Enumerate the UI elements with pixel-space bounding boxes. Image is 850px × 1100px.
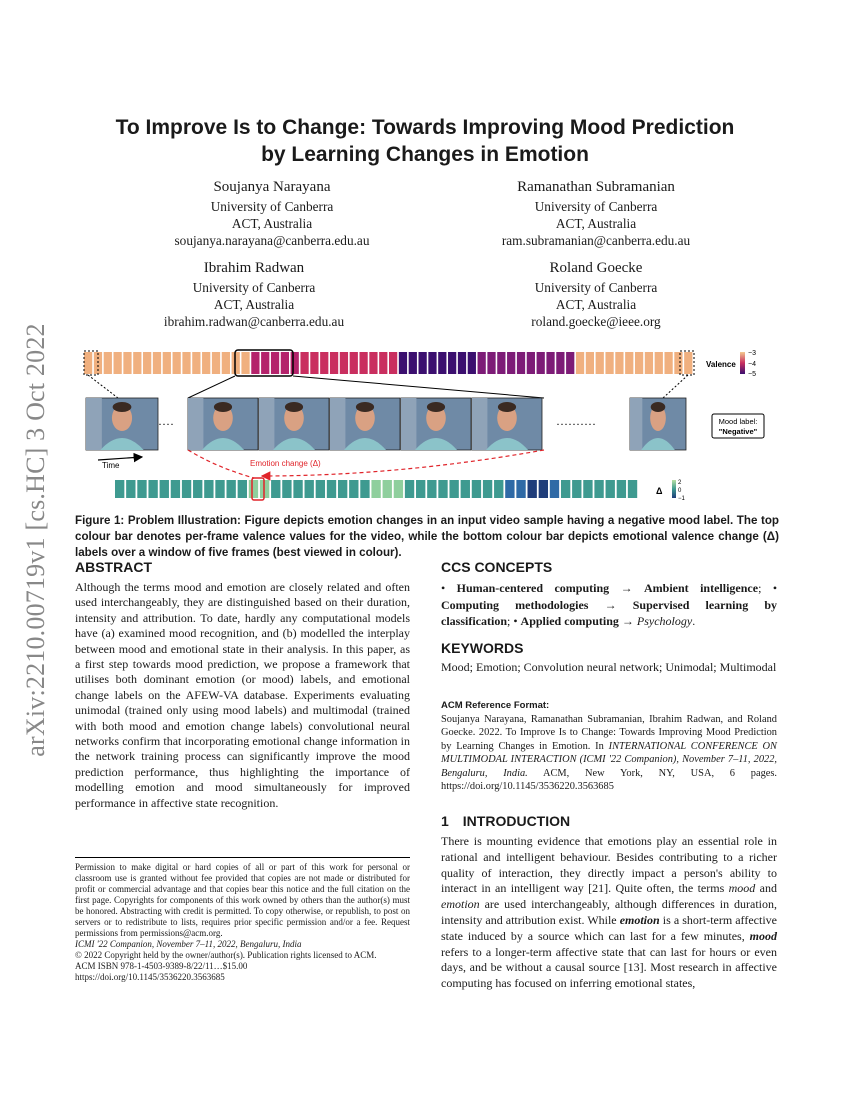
valence-cell bbox=[645, 352, 653, 374]
change-cell bbox=[561, 480, 570, 498]
video-frame bbox=[630, 398, 686, 450]
change-cell bbox=[539, 480, 548, 498]
arxiv-identifier: arXiv:2210.00719v1 [cs.HC] 3 Oct 2022 bbox=[21, 323, 50, 757]
delta-legend bbox=[656, 480, 686, 502]
change-cell bbox=[449, 480, 458, 498]
valence-cell bbox=[556, 352, 564, 374]
svg-text:2: 2 bbox=[678, 480, 682, 486]
video-frame bbox=[86, 398, 158, 450]
valence-cell bbox=[222, 352, 230, 374]
valence-cell bbox=[517, 352, 525, 374]
change-cell bbox=[171, 480, 180, 498]
video-frame bbox=[472, 398, 542, 450]
abstract-text: Although the terms mood and emotion are closely related and often used interchangeably, they are distinguished based on their duration, intensity and attribution. To date, hardly any computational models have (a) examined mood recognition, and (b) modelled the interplay between mood and emotional state in their analysis. In this paper, as a first step towards mood prediction, we propose a framework that utilises both dominant emotion (or mood) labels, and emotional change labels on the AFEW-VA database. Experiments evaluating unimodal (trained only using mood labels) and multimodal (trained with both mood and emotion change labels) convolutional neural networks confirm that incorporating emotional change information in the network training process can significantly improve the mood prediction performance, thus highlighting the importance of modelling emotion and mood simultaneously for improved performance in affective state recognition. bbox=[75, 580, 410, 810]
valence-cell bbox=[438, 352, 446, 374]
author-name: Roland Goecke bbox=[549, 260, 643, 276]
footnote-copyright: © 2022 Copyright held by the owner/author(s). Publication rights licensed to ACM. bbox=[75, 950, 377, 960]
valence-cell bbox=[123, 352, 131, 374]
valence-cell bbox=[182, 352, 190, 374]
problem-illustration-figure bbox=[78, 342, 778, 508]
valence-cell bbox=[84, 352, 92, 374]
author-email: ibrahim.radwan@canberra.edu.au bbox=[163, 314, 345, 329]
change-cell bbox=[383, 480, 392, 498]
valence-cell bbox=[527, 352, 535, 374]
valence-cell bbox=[507, 352, 515, 374]
change-cell bbox=[394, 480, 403, 498]
keywords-text: Mood; Emotion; Convolution neural network; Unimodal; Multimodal bbox=[441, 660, 777, 674]
valence-cell bbox=[163, 352, 171, 374]
video-frame bbox=[259, 398, 329, 450]
svg-text:Mood label:: Mood label: bbox=[718, 417, 758, 426]
valence-cell bbox=[192, 352, 200, 374]
time-arrow bbox=[98, 457, 142, 470]
change-cell bbox=[516, 480, 525, 498]
valence-cell bbox=[330, 352, 338, 374]
valence-cell bbox=[251, 352, 259, 374]
valence-cell bbox=[261, 352, 269, 374]
valence-cell bbox=[369, 352, 377, 374]
svg-text:0: 0 bbox=[678, 488, 682, 494]
author-location: ACT, Australia bbox=[555, 216, 637, 231]
author-block-1 bbox=[107, 176, 437, 249]
valence-cell bbox=[674, 352, 682, 374]
change-cell bbox=[438, 480, 447, 498]
author-block-2 bbox=[431, 176, 761, 249]
emotion-change-annotation bbox=[188, 450, 544, 478]
valence-cell bbox=[576, 352, 584, 374]
valence-cell bbox=[291, 352, 299, 374]
valence-cell bbox=[114, 352, 122, 374]
change-cell bbox=[483, 480, 492, 498]
author-location: ACT, Australia bbox=[555, 297, 637, 312]
svg-text:"Negative": "Negative" bbox=[718, 427, 758, 436]
author-block-4 bbox=[431, 257, 761, 330]
video-frame bbox=[188, 398, 258, 450]
title-line-1: To Improve Is to Change: Towards Improving Mood Prediction bbox=[115, 116, 735, 139]
change-cell bbox=[115, 480, 124, 498]
author-affiliation: University of Canberra bbox=[534, 280, 658, 295]
author-email: ram.subramanian@canberra.edu.au bbox=[501, 233, 691, 248]
figure-caption: Figure 1: Problem Illustration: Figure depicts emotion changes in an input video sample having a negative mood label. The top colour bar denotes per-frame valence values for the video, while the bottom colour bar depicts emotional valence change (Δ) labels over a window of five frames (best viewed in colour). bbox=[75, 514, 779, 559]
valence-cell bbox=[409, 352, 417, 374]
valence-cell bbox=[212, 352, 220, 374]
change-cell bbox=[215, 480, 224, 498]
change-cell bbox=[461, 480, 470, 498]
introduction-text: There is mounting evidence that emotions play an essential role in rational and intelligent behaviour. Besides contributing to a richer quality of interaction, they directly impact a person's ability to interact in an intelligent way [21]. Quite often, the terms mood and emotion are used interchangeably, although differences in duration, intensity and attribution exist. While emotion is a short-term affective state induced by a source which can last for a few minutes, mood refers to a longer-term affective state that can last for hours or even days, and be without a causal source [13]. Most research in affective computing has focused on inferring emotional states, bbox=[441, 834, 777, 991]
footnote-venue: ICMI '22 Companion, November 7–11, 2022, Bengaluru, India bbox=[75, 939, 302, 949]
change-cell bbox=[606, 480, 615, 498]
valence-cell bbox=[586, 352, 594, 374]
change-cell bbox=[327, 480, 336, 498]
valence-tick: −3 bbox=[748, 350, 756, 357]
valence-cell bbox=[458, 352, 466, 374]
video-frames bbox=[86, 398, 686, 450]
change-cell bbox=[305, 480, 314, 498]
change-cell bbox=[282, 480, 291, 498]
video-frame bbox=[401, 398, 471, 450]
ccs-concepts: • Human-centered computing → Ambient intelligence; • Computing methodologies → Supervised learning by classification; • Applied computing → Psychology. bbox=[441, 581, 778, 628]
change-cell bbox=[617, 480, 626, 498]
author-location: ACT, Australia bbox=[213, 297, 295, 312]
valence-cell bbox=[202, 352, 210, 374]
change-cell bbox=[427, 480, 436, 498]
author-email: roland.goecke@ieee.org bbox=[531, 314, 661, 329]
change-cell bbox=[550, 480, 559, 498]
change-cell bbox=[628, 480, 637, 498]
mood-label-box bbox=[712, 414, 764, 438]
valence-cell bbox=[684, 352, 692, 374]
valence-legend bbox=[706, 350, 756, 378]
author-affiliation: University of Canberra bbox=[192, 280, 316, 295]
paper-title bbox=[70, 114, 780, 168]
change-cell bbox=[226, 480, 235, 498]
change-cell bbox=[349, 480, 358, 498]
footnote-doi: https://doi.org/10.1145/3536220.3563685 bbox=[75, 972, 225, 982]
valence-cell bbox=[468, 352, 476, 374]
change-cell bbox=[238, 480, 247, 498]
change-cell bbox=[160, 480, 169, 498]
change-cell bbox=[371, 480, 380, 498]
change-cell bbox=[583, 480, 592, 498]
footnote bbox=[75, 857, 410, 983]
valence-cell bbox=[478, 352, 486, 374]
svg-text:Emotion change (Δ): Emotion change (Δ) bbox=[250, 459, 321, 468]
valence-cell bbox=[546, 352, 554, 374]
valence-cell bbox=[173, 352, 181, 374]
svg-text:Δ: Δ bbox=[656, 486, 663, 496]
change-cell bbox=[271, 480, 280, 498]
valence-cell bbox=[300, 352, 308, 374]
valence-label: Valence bbox=[706, 360, 736, 369]
video-frame bbox=[330, 398, 400, 450]
change-cell bbox=[293, 480, 302, 498]
valence-cell bbox=[399, 352, 407, 374]
title-line-2: by Learning Changes in Emotion bbox=[261, 143, 589, 166]
author-block-3 bbox=[89, 257, 419, 330]
author-affiliation: University of Canberra bbox=[210, 199, 334, 214]
valence-cell bbox=[310, 352, 318, 374]
valence-tick: −4 bbox=[748, 361, 756, 368]
change-cell bbox=[472, 480, 481, 498]
frame-dots-long: ·········· bbox=[556, 417, 596, 431]
valence-cell bbox=[340, 352, 348, 374]
valence-cell bbox=[153, 352, 161, 374]
valence-cell bbox=[615, 352, 623, 374]
change-cell bbox=[316, 480, 325, 498]
change-cell bbox=[137, 480, 146, 498]
valence-cell bbox=[281, 352, 289, 374]
ccs-heading: CCS CONCEPTS bbox=[441, 559, 553, 575]
author-name: Ramanathan Subramanian bbox=[517, 179, 675, 195]
valence-cell bbox=[487, 352, 495, 374]
change-cell bbox=[360, 480, 369, 498]
valence-cell bbox=[566, 352, 574, 374]
change-cell bbox=[204, 480, 213, 498]
valence-cell bbox=[320, 352, 328, 374]
svg-text:Time: Time bbox=[102, 461, 120, 470]
change-cell bbox=[338, 480, 347, 498]
change-cell bbox=[182, 480, 191, 498]
change-cell bbox=[572, 480, 581, 498]
change-cell bbox=[494, 480, 503, 498]
valence-cell bbox=[104, 352, 112, 374]
valence-cell bbox=[389, 352, 397, 374]
change-cell bbox=[193, 480, 202, 498]
reference-format: Soujanya Narayana, Ramanathan Subramanian, Ibrahim Radwan, and Roland Goecke. 2022. To Improve Is to Change: Towards Improving Mood Prediction by Learning Changes in Emotion. In INTERNATIONAL CONFERENCE ON MULTIMODAL INTERACTION (ICMI '22 Companion), November 7–11, 2022, Bengaluru, India. ACM, New York, NY, USA, 6 pages. https://doi.org/10.1145/3536220.3563685 bbox=[441, 714, 778, 793]
footnote-isbn: ACM ISBN 978-1-4503-9389-8/22/11…$15.00 bbox=[75, 961, 248, 971]
valence-cell bbox=[448, 352, 456, 374]
abstract-heading: ABSTRACT bbox=[75, 559, 152, 575]
valence-tick: −5 bbox=[748, 371, 756, 378]
author-email: soujanya.narayana@canberra.edu.au bbox=[174, 233, 370, 248]
svg-text:−1: −1 bbox=[678, 496, 685, 502]
change-cell bbox=[148, 480, 157, 498]
valence-cell bbox=[133, 352, 141, 374]
valence-cell bbox=[379, 352, 387, 374]
valence-cell bbox=[350, 352, 358, 374]
valence-cell bbox=[605, 352, 613, 374]
valence-cell bbox=[664, 352, 672, 374]
author-location: ACT, Australia bbox=[231, 216, 313, 231]
change-cell bbox=[249, 480, 258, 498]
valence-colour-bar bbox=[84, 352, 692, 374]
introduction-heading: 1 INTRODUCTION bbox=[441, 813, 571, 829]
author-name: Soujanya Narayana bbox=[213, 179, 331, 195]
valence-cell bbox=[359, 352, 367, 374]
valence-cell bbox=[143, 352, 151, 374]
valence-cell bbox=[428, 352, 436, 374]
author-name: Ibrahim Radwan bbox=[203, 260, 305, 276]
change-cell bbox=[528, 480, 537, 498]
valence-cell bbox=[497, 352, 505, 374]
valence-cell bbox=[537, 352, 545, 374]
valence-cell bbox=[655, 352, 663, 374]
emotion-change-colour-bar bbox=[115, 480, 637, 498]
reference-heading: ACM Reference Format: bbox=[441, 700, 550, 711]
change-cell bbox=[416, 480, 425, 498]
permission-notice: Permission to make digital or hard copies of all or part of this work for personal or classroom use is granted without fee provided that copies are not made or distributed for profit or commercial advantage and that copies bear this notice and the full citation on the first page. Copyrights for components of this work owned by others than the author(s) must be honored. Abstracting with credit is permitted. To copy otherwise, or republish, to post on servers or to redistribute to lists, requires prior specific permission and/or a fee. Request permissions from permissions@acm.org. bbox=[75, 862, 410, 938]
valence-cell bbox=[635, 352, 643, 374]
change-cell bbox=[594, 480, 603, 498]
valence-cell bbox=[419, 352, 427, 374]
valence-cell bbox=[271, 352, 279, 374]
change-cell bbox=[505, 480, 514, 498]
valence-cell bbox=[596, 352, 604, 374]
valence-cell bbox=[241, 352, 249, 374]
change-cell bbox=[126, 480, 135, 498]
valence-cell bbox=[625, 352, 633, 374]
frame-dots: ···· bbox=[158, 417, 174, 431]
author-affiliation: University of Canberra bbox=[534, 199, 658, 214]
change-cell bbox=[405, 480, 414, 498]
keywords-heading: KEYWORDS bbox=[441, 640, 524, 656]
